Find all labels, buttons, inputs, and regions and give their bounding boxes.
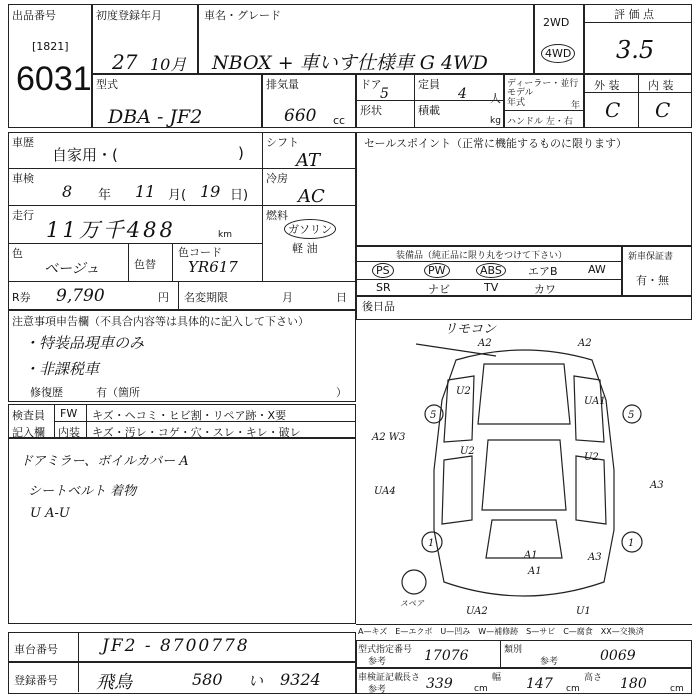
diagram-label: A3 <box>588 552 602 563</box>
equipment-row-divider <box>356 279 622 280</box>
inspector-label: 検査員 <box>12 409 45 422</box>
category-ref: 参考 <box>540 657 559 667</box>
fuel-label: 燃料 <box>266 209 288 222</box>
equip-navi: ナビ <box>428 283 450 296</box>
diagram-label: 5 <box>628 410 635 421</box>
inspection-m-unit: 月( <box>168 188 187 203</box>
equip-tv: TV <box>484 281 499 294</box>
displacement-unit: cc <box>333 114 346 127</box>
shape-label: 形状 <box>360 104 382 117</box>
diagram-label: 5 <box>430 410 437 421</box>
drive-2wd: 2WD <box>543 16 570 29</box>
width-cm: cm <box>566 684 580 694</box>
load-unit: kg <box>490 116 501 126</box>
mileage-unit: km <box>218 230 232 240</box>
interior-insp-label: 内装 <box>58 426 80 439</box>
fuel-gasoline: ガソリン <box>284 219 336 239</box>
dealer-divider <box>504 110 584 111</box>
score-value: 3.5 <box>616 36 655 64</box>
load-label: 積載 <box>418 104 440 117</box>
diagram-label: UA2 <box>466 606 488 617</box>
fw-items: キズ・ヘコミ・ヒビ割・リペア跡・X要 <box>92 409 287 422</box>
interior-items: キズ・汚レ・コゲ・穴・スレ・キレ・破レ <box>92 426 301 439</box>
inspection-d-unit: 日) <box>230 188 249 203</box>
free-note-3: U A-U <box>30 506 70 521</box>
r-ticket-split <box>178 281 179 310</box>
history-divider <box>8 168 262 169</box>
fuel-light-oil: 軽 油 <box>292 242 318 255</box>
model-year-label: モデル 年式 <box>507 88 534 108</box>
drive-4wd: 4WD <box>541 44 575 63</box>
width-label: 幅 <box>492 673 502 683</box>
name-change-day: 日 <box>336 291 347 304</box>
diagram-label: A3 <box>650 480 664 491</box>
displacement-label: 排気量 <box>266 78 299 91</box>
height-cm: cm <box>670 684 684 694</box>
shift-divider <box>262 168 356 169</box>
model-value: DBA - JF2 <box>108 106 203 128</box>
mileage-divider <box>8 243 262 244</box>
equipment-divider <box>356 261 622 262</box>
diagram-label: A2 <box>478 338 492 349</box>
category-value: 0069 <box>600 648 636 664</box>
fw-label: FW <box>60 407 78 420</box>
warranty-label: 新車保証書 <box>628 252 674 262</box>
reg-number: 9324 <box>280 670 321 689</box>
interior-grade: C <box>655 98 671 122</box>
exterior-grade: C <box>605 98 621 122</box>
mileage-label: 走行 <box>12 209 34 222</box>
first-reg-year: 27 <box>112 50 138 74</box>
repair-value: 有（箇所 <box>96 386 140 399</box>
mid-split <box>262 132 263 281</box>
color-value: ベージュ <box>44 261 100 277</box>
aftermarket-label: 後日品 <box>362 300 395 313</box>
color-label: 色 <box>12 247 23 260</box>
sales-point-label: セールスポイント（正常に機能するものに限ります） <box>364 137 628 150</box>
length-cm: cm <box>474 684 488 694</box>
spare-label: スペア <box>400 599 424 608</box>
score-divider <box>584 22 692 23</box>
dealer-label: ディーラー・並行 <box>507 79 579 89</box>
dims-label: 車検証記載 <box>358 673 404 683</box>
diagram-label: 1 <box>628 538 635 549</box>
inspection-day: 19 <box>200 182 221 201</box>
color-change-label: 色替 <box>134 258 156 271</box>
inspection-year: 8 <box>62 182 73 201</box>
name-change-unit: 月 <box>282 291 293 304</box>
reg-label: 登録番号 <box>14 674 58 687</box>
diagram-label: U2 <box>456 386 471 397</box>
notes-line2: ・非課税車 <box>24 360 100 378</box>
diagram-label: A2 <box>578 338 592 349</box>
drive-box <box>534 4 584 74</box>
door-value: 5 <box>380 86 389 102</box>
aftermarket-box <box>356 296 692 320</box>
capacity-value: 4 <box>458 86 467 102</box>
r-ticket-unit: 円 <box>158 291 169 304</box>
repair-close: ） <box>336 386 347 399</box>
car-diagram <box>356 320 692 624</box>
diagram-label: U2 <box>460 446 475 457</box>
height-label: 高さ <box>584 673 603 683</box>
equip-sr: SR <box>376 281 391 294</box>
color-code-value: YR617 <box>188 258 238 276</box>
history-value: 自家用・( <box>52 146 118 164</box>
equip-abs: ABS <box>476 263 506 278</box>
interior-label: 内 装 <box>648 79 674 92</box>
door-label: ドア <box>360 78 382 91</box>
diagram-legend: A—キズ E—エクボ U—凹み W—補修跡 S—サビ C—腐食 XX—交換済 <box>358 627 644 636</box>
repair-label: 修復歴 <box>30 386 63 399</box>
name-grade-value: NBOX + 車いす仕様車 G 4WD <box>212 52 488 74</box>
chassis-label: 車台番号 <box>14 643 58 656</box>
inspection-divider <box>8 205 262 206</box>
dims-ref: 参考 <box>368 685 387 695</box>
notes-line1: ・特装品現車のみ <box>24 334 145 352</box>
displacement-value: 660 <box>284 106 317 126</box>
score-label: 評 価 点 <box>614 8 654 21</box>
equip-aw: AW <box>588 263 606 276</box>
ext-int-divider <box>638 74 639 128</box>
equip-ps: PS <box>372 263 394 278</box>
first-reg-label: 初度登録年月 <box>96 9 162 22</box>
height-value: 180 <box>620 676 647 692</box>
r-ticket-label: R券 <box>12 291 31 304</box>
model-year-unit: 年 <box>571 101 581 111</box>
history-label: 車歴 <box>12 136 34 149</box>
exterior-label: 外 装 <box>594 79 620 92</box>
legend-divider <box>356 624 692 625</box>
equip-pw: PW <box>424 263 450 278</box>
color-code-split <box>172 243 173 281</box>
model-spec-ref: 参考 <box>368 657 387 667</box>
equip-leather: カワ <box>534 283 556 296</box>
name-change-label: 名変期限 <box>184 291 228 304</box>
shift-value: AT <box>296 150 321 171</box>
color-divider <box>8 281 356 282</box>
diagram-label: A1 <box>524 550 538 561</box>
inspection-label: 車検 <box>12 172 34 185</box>
category-label: 類別 <box>504 645 523 655</box>
spec-split <box>500 640 501 668</box>
length-label: 長さ <box>402 673 421 683</box>
notes-label: 注意事項申告欄（不具合内容等は具体的に記入して下さい） <box>12 315 309 328</box>
handle-label: ハンドル 左・右 <box>507 117 573 127</box>
shift-label: シフト <box>266 136 299 149</box>
lot-number: 6031 <box>16 60 92 98</box>
first-reg-month: 10月 <box>150 55 187 74</box>
inspection-y-unit: 年 <box>98 188 112 203</box>
aftermarket-value: リモコン <box>444 322 497 337</box>
ac-label: 冷房 <box>266 172 288 185</box>
chassis-value: JF2 - 8700778 <box>102 636 250 656</box>
inspection-month: 11 <box>135 182 156 201</box>
lot-label: 出品番号 <box>12 9 56 22</box>
diagram-label: 1 <box>428 538 435 549</box>
ac-divider <box>262 205 356 206</box>
free-note-2: シートベルト 着物 <box>28 484 137 499</box>
entry-label: 記入欄 <box>12 426 45 439</box>
model-spec-label: 型式指定番号 <box>358 645 413 655</box>
r-ticket-value: 9,790 <box>56 286 105 306</box>
model-label: 型式 <box>96 78 118 91</box>
reg-kana: い <box>248 672 264 690</box>
color-split <box>128 243 129 281</box>
diagram-label: A2 W3 <box>372 432 406 443</box>
equipment-label: 装備品（純正品に限り丸をつけて下さい） <box>396 251 568 261</box>
ac-value: AC <box>298 186 325 207</box>
warranty-value: 有・無 <box>636 274 669 287</box>
width-value: 147 <box>526 676 553 692</box>
free-note-1: ドアミラー、ボイルカバー A <box>20 454 189 469</box>
diagram-label: UA4 <box>374 486 396 497</box>
diagram-label: U1 <box>576 606 591 617</box>
reg-class: 580 <box>192 670 223 689</box>
door-cap-hdivider <box>356 100 504 101</box>
diagram-label: A1 <box>528 566 542 577</box>
color-code-label: 色コード <box>178 246 222 259</box>
door-cap-divider <box>414 74 415 128</box>
length-value: 339 <box>426 676 453 692</box>
mileage-value: 11万千488 <box>46 218 176 242</box>
capacity-unit: 人 <box>490 92 501 105</box>
history-close: ) <box>238 144 244 162</box>
inspector-split2 <box>86 404 87 438</box>
capacity-label: 定員 <box>418 78 440 91</box>
diagram-label: UA1 <box>584 396 606 407</box>
reg-region: 飛鳥 <box>96 672 132 693</box>
equip-airbag: エアB <box>528 265 558 278</box>
lot-sub: [1821] <box>32 40 69 53</box>
model-spec-value: 17076 <box>424 648 469 664</box>
diagram-label: U2 <box>584 452 599 463</box>
name-grade-label: 車名・グレード <box>204 9 281 22</box>
